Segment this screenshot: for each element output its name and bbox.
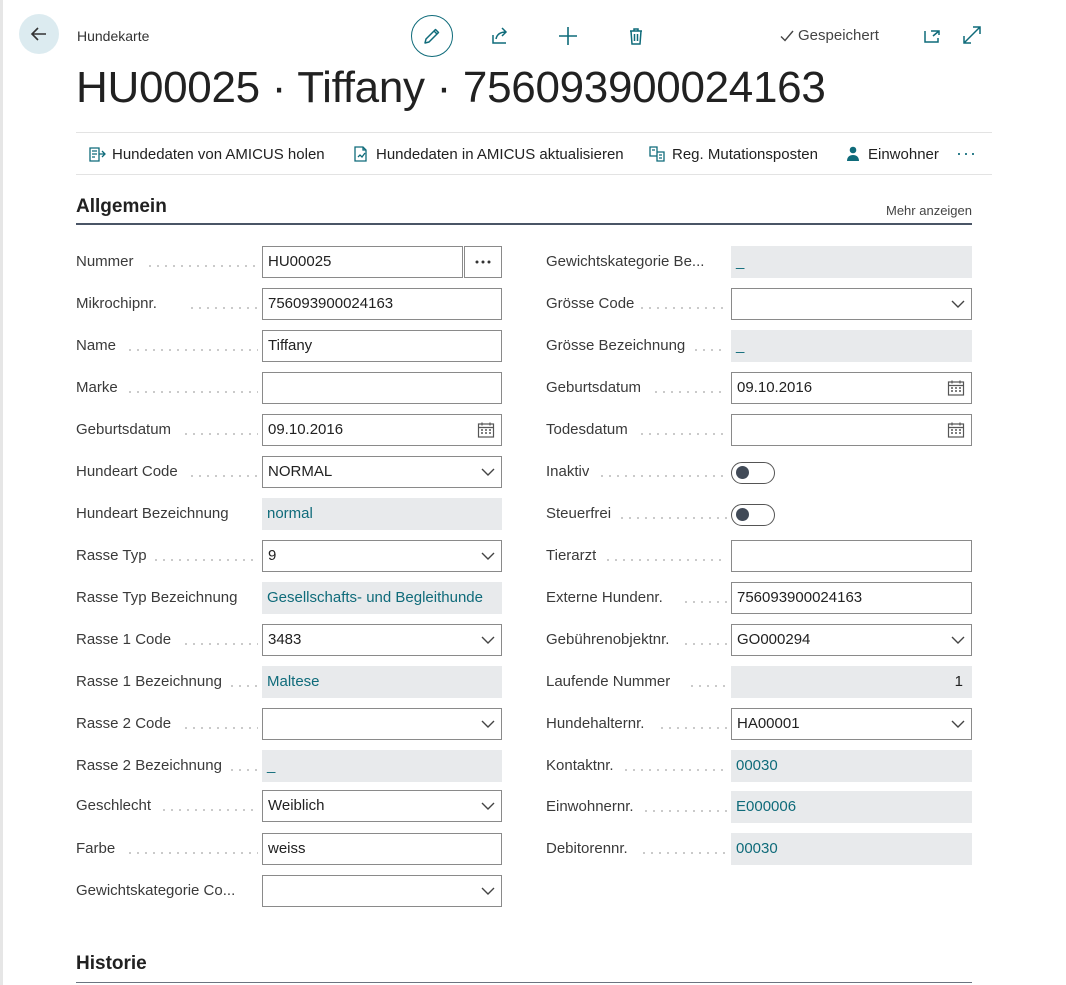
field-label: Steuerfrei — [546, 505, 612, 522]
field-farbe — [76, 833, 502, 865]
leader-dots — [228, 685, 258, 687]
field-label: Geschlecht — [76, 797, 152, 814]
field-value: NORMAL — [268, 463, 333, 480]
pencil-icon — [422, 26, 442, 46]
section-title: Historie — [76, 953, 147, 974]
field-label: Hundehalternr. — [546, 715, 645, 732]
chevron-down-icon — [951, 636, 965, 644]
action-einwohner[interactable] — [844, 133, 939, 175]
leader-dots — [682, 601, 727, 603]
field-nummer — [76, 246, 502, 278]
show-more-link[interactable]: Mehr anzeigen — [886, 203, 972, 218]
field-label: Nummer — [76, 253, 134, 270]
field-label: Tierarzt — [546, 547, 597, 564]
calendar-button[interactable] — [477, 415, 495, 445]
geschlecht-select[interactable] — [262, 790, 502, 822]
calendar-button[interactable] — [947, 373, 965, 403]
popout-icon — [922, 25, 942, 45]
back-button[interactable] — [19, 14, 59, 54]
dropdown-toggle[interactable] — [951, 625, 965, 655]
field-label: Inaktiv — [546, 463, 590, 480]
gebuehrenobjektnr-select[interactable] — [731, 624, 972, 656]
dropdown-toggle[interactable] — [951, 289, 965, 319]
mikrochipnr-input[interactable]: 756093900024163 — [262, 288, 502, 320]
field-label: Grösse Bezeichnung — [546, 337, 686, 354]
field-label: Laufende Nummer — [546, 673, 671, 690]
action-label: Hundedaten von AMICUS holen — [112, 145, 325, 163]
field-marke — [76, 372, 502, 404]
field-gewichtskategorie-code — [76, 875, 502, 907]
dropdown-toggle[interactable] — [481, 876, 495, 906]
field-tierarzt — [546, 540, 972, 572]
delete-button[interactable] — [621, 21, 651, 51]
field-label: Kontaktnr. — [546, 757, 614, 774]
field-label: Hundeart Bezeichnung — [76, 505, 229, 522]
kontaktnr-link[interactable]: 00030 — [731, 750, 972, 782]
breadcrumb: Hundekarte — [77, 28, 150, 44]
leader-dots — [638, 433, 727, 435]
calendar-button[interactable] — [947, 415, 965, 445]
field-label: Gewichtskategorie Co... — [76, 882, 236, 899]
field-geschlecht — [76, 790, 502, 822]
leader-dots — [228, 769, 258, 771]
gewichtskategorie-bezeichnung-value: _ — [731, 246, 972, 278]
field-groesse-code — [546, 288, 972, 320]
laufende-nummer-value: 1 — [731, 666, 972, 698]
geburtsdatum-input[interactable] — [262, 414, 502, 446]
chevron-down-icon — [481, 887, 495, 895]
dropdown-toggle[interactable] — [951, 709, 965, 739]
hundeart-bezeichnung-value: normal — [262, 498, 502, 530]
update-data-icon — [352, 145, 370, 163]
ellipsis-icon — [474, 259, 492, 265]
field-label: Rasse Typ Bezeichnung — [76, 589, 238, 606]
inaktiv-toggle[interactable] — [731, 462, 775, 484]
chevron-down-icon — [951, 300, 965, 308]
field-label: Name — [76, 337, 117, 354]
rasse-typ-select[interactable] — [262, 540, 502, 572]
leader-dots — [152, 559, 258, 561]
leader-dots — [126, 349, 258, 351]
field-geburtsdatum-2 — [546, 372, 972, 404]
leader-dots — [652, 391, 727, 393]
field-label: Externe Hundenr. — [546, 589, 663, 606]
field-gebuehrenobjektnr — [546, 624, 972, 656]
field-rasse-2-code — [76, 708, 502, 740]
calendar-icon — [477, 421, 495, 439]
arrow-left-icon — [29, 24, 49, 44]
share-icon — [490, 26, 510, 46]
expand-icon — [962, 25, 982, 45]
dropdown-toggle[interactable] — [481, 541, 495, 571]
action-fetch-amicus[interactable] — [88, 133, 325, 175]
field-value: GO000294 — [737, 631, 811, 648]
action-bar — [76, 132, 992, 175]
field-value: 3483 — [268, 631, 302, 648]
chevron-down-icon — [481, 636, 495, 644]
chevron-down-icon — [481, 552, 495, 560]
leader-dots — [126, 391, 258, 393]
field-label: Geburtsdatum — [546, 379, 642, 396]
calendar-icon — [947, 379, 965, 397]
section-history-header[interactable] — [76, 953, 972, 983]
action-label: Hundedaten in AMICUS aktualisieren — [376, 145, 624, 163]
field-value: Weiblich — [268, 797, 325, 814]
field-label: Grösse Code — [546, 295, 635, 312]
rasse-typ-bezeichnung-value: Gesellschafts- und Begleithunde — [262, 582, 502, 614]
field-rasse-typ — [76, 540, 502, 572]
fetch-data-icon — [88, 145, 106, 163]
open-new-window-button[interactable] — [919, 22, 945, 48]
field-label: Marke — [76, 379, 118, 396]
nummer-input[interactable]: HU00025 — [262, 246, 463, 278]
more-actions-button[interactable]: ··· — [956, 143, 977, 163]
left-edge — [0, 0, 3, 985]
rasse-2-bezeichnung-value: _ — [262, 750, 502, 782]
steuerfrei-toggle[interactable] — [731, 504, 775, 526]
field-todesdatum — [546, 414, 972, 446]
leader-dots — [182, 643, 258, 645]
field-hundeart-code — [76, 456, 502, 488]
field-value: 9 — [268, 547, 277, 564]
field-rasse-2-bezeichnung — [76, 750, 502, 782]
field-label: Geburtsdatum — [76, 421, 172, 438]
field-mikrochipnr — [76, 288, 502, 320]
field-label: Gewichtskategorie Be... — [546, 253, 705, 270]
section-general-header[interactable] — [76, 196, 972, 225]
groesse-bezeichnung-value: _ — [731, 330, 972, 362]
field-einwohnernr — [546, 791, 972, 823]
field-label: Einwohnernr. — [546, 798, 634, 815]
leader-dots — [692, 349, 727, 351]
field-steuerfrei — [546, 498, 972, 530]
plus-icon — [558, 26, 578, 46]
field-label: Rasse 2 Code — [76, 715, 172, 732]
page-title: HU00025 · Tiffany · 756093900024163 — [76, 63, 826, 112]
share-button[interactable] — [485, 21, 515, 51]
save-status — [779, 27, 879, 44]
leader-dots — [146, 265, 258, 267]
action-reg-mutationsposten[interactable] — [648, 133, 818, 175]
leader-dots — [642, 810, 727, 812]
section-title: Allgemein — [76, 196, 167, 217]
leader-dots — [658, 727, 727, 729]
field-gewichtskategorie-bezeichnung — [546, 246, 972, 278]
todesdatum-input[interactable] — [731, 414, 972, 446]
field-label: Rasse 1 Bezeichnung — [76, 673, 222, 690]
leader-dots — [618, 517, 727, 519]
dropdown-toggle[interactable] — [481, 457, 495, 487]
calendar-icon — [947, 421, 965, 439]
leader-dots — [160, 809, 258, 811]
leader-dots — [182, 433, 258, 435]
edit-button[interactable] — [411, 15, 453, 57]
geburtsdatum-2-input[interactable] — [731, 372, 972, 404]
chevron-down-icon — [951, 720, 965, 728]
field-label: Farbe — [76, 840, 116, 857]
action-label: Einwohner — [868, 145, 939, 163]
action-label: Reg. Mutationsposten — [672, 145, 818, 163]
field-rasse-1-code — [76, 624, 502, 656]
nummer-lookup-button[interactable] — [464, 246, 502, 278]
rasse-1-bezeichnung-value: Maltese — [262, 666, 502, 698]
rasse-1-code-select[interactable] — [262, 624, 502, 656]
leader-dots — [126, 852, 258, 854]
field-debitorennr — [546, 833, 972, 865]
field-label: Hundeart Code — [76, 463, 178, 480]
field-hundeart-bezeichnung — [76, 498, 502, 530]
checkmark-icon — [779, 28, 795, 44]
leader-dots — [682, 643, 727, 645]
field-label: Debitorennr. — [546, 840, 628, 857]
field-geburtsdatum — [76, 414, 502, 446]
leader-dots — [622, 769, 727, 771]
leader-dots — [640, 852, 727, 854]
field-inaktiv — [546, 456, 972, 488]
einwohnernr-link[interactable]: E000006 — [731, 791, 972, 823]
field-hundehalternr — [546, 708, 972, 740]
gewichtskategorie-code-select[interactable] — [262, 875, 502, 907]
field-label: Rasse 1 Code — [76, 631, 172, 648]
dropdown-toggle[interactable] — [481, 709, 495, 739]
dropdown-toggle[interactable] — [481, 625, 495, 655]
chevron-down-icon — [481, 468, 495, 476]
field-rasse-typ-bezeichnung — [76, 582, 502, 614]
hundeart-code-select[interactable] — [262, 456, 502, 488]
field-label: Rasse Typ — [76, 547, 147, 564]
hundehalternr-select[interactable] — [731, 708, 972, 740]
groesse-code-select[interactable] — [731, 288, 972, 320]
leader-dots — [604, 559, 727, 561]
leader-dots — [688, 685, 727, 687]
save-status-label: Gespeichert — [798, 27, 879, 44]
marke-input[interactable] — [262, 372, 502, 404]
expand-button[interactable] — [959, 22, 985, 48]
name-input[interactable]: Tiffany — [262, 330, 502, 362]
trash-icon — [626, 26, 646, 46]
field-label: Todesdatum — [546, 421, 628, 438]
rasse-2-code-select[interactable] — [262, 708, 502, 740]
new-button[interactable] — [553, 21, 583, 51]
person-icon — [844, 145, 862, 163]
field-value: 09.10.2016 — [737, 379, 813, 396]
field-value: HA00001 — [737, 715, 800, 732]
leader-dots — [598, 475, 727, 477]
field-kontaktnr — [546, 750, 972, 782]
field-label: Rasse 2 Bezeichnung — [76, 757, 222, 774]
field-rasse-1-bezeichnung — [76, 666, 502, 698]
chevron-down-icon — [481, 802, 495, 810]
field-groesse-bezeichnung — [546, 330, 972, 362]
register-icon — [648, 145, 666, 163]
farbe-input[interactable]: weiss — [262, 833, 502, 865]
chevron-down-icon — [481, 720, 495, 728]
debitorennr-link[interactable]: 00030 — [731, 833, 972, 865]
leader-dots — [638, 307, 727, 309]
field-label: Gebührenobjektnr. — [546, 631, 670, 648]
leader-dots — [182, 727, 258, 729]
field-externe-hundenr — [546, 582, 972, 614]
tierarzt-input[interactable] — [731, 540, 972, 572]
leader-dots — [188, 475, 258, 477]
leader-dots — [188, 307, 258, 309]
dropdown-toggle[interactable] — [481, 791, 495, 821]
action-update-amicus[interactable] — [352, 133, 624, 175]
field-name — [76, 330, 502, 362]
field-value: 09.10.2016 — [268, 421, 344, 438]
field-laufende-nummer — [546, 666, 972, 698]
field-label: Mikrochipnr. — [76, 295, 157, 312]
externe-hundenr-input[interactable]: 756093900024163 — [731, 582, 972, 614]
